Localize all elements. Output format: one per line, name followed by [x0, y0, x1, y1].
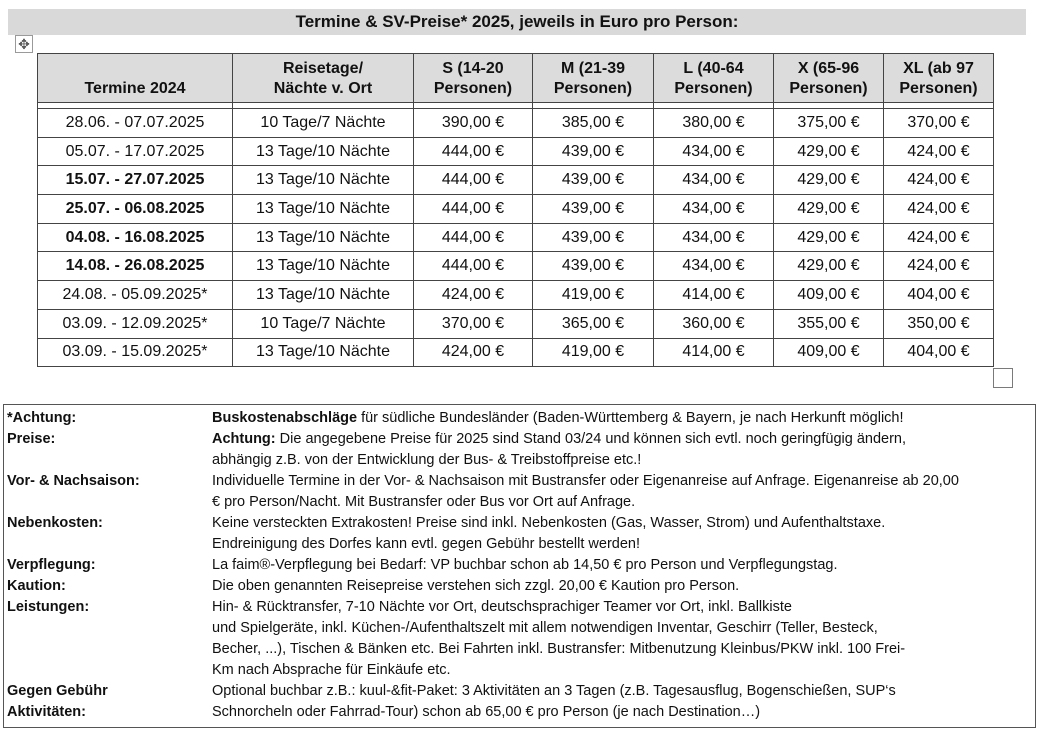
column-header-line: Personen) [789, 80, 868, 97]
price-cell: 360,00 € [654, 309, 774, 338]
date-cell: 04.08. - 16.08.2025 [38, 223, 233, 252]
column-header-line: Termine 2024 [84, 80, 186, 97]
note-label: Nebenkosten: [7, 515, 103, 531]
date-cell: 15.07. - 27.07.2025 [38, 166, 233, 195]
note-text [212, 641, 905, 657]
price-cell: 429,00 € [774, 166, 884, 195]
note-text [212, 599, 792, 615]
document-title: Termine & SV-Preise* 2025, jeweils in Euro pro Person: [8, 9, 1026, 35]
duration-cell: 13 Tage/10 Nächte [233, 338, 414, 367]
date-cell: 24.08. - 05.09.2025* [38, 281, 233, 310]
duration-cell: 10 Tage/7 Nächte [233, 109, 414, 138]
column-header [533, 54, 654, 103]
note-label: Vor- & Nachsaison: [7, 473, 140, 489]
note-text [212, 683, 896, 699]
note-text-content: Schnorcheln oder Fahrrad-Tour) schon ab 65,00 € pro Person (je nach Destination…) [212, 704, 761, 720]
table-row [38, 223, 994, 252]
price-cell: 424,00 € [884, 223, 994, 252]
column-header [884, 54, 994, 103]
date-cell: 05.07. - 17.07.2025 [38, 137, 233, 166]
note-text [212, 662, 451, 678]
note-emphasis: Achtung: [212, 431, 276, 447]
table-row [38, 109, 994, 138]
note-label: Gegen Gebühr [7, 683, 108, 699]
price-cell: 385,00 € [533, 109, 654, 138]
duration-cell: 13 Tage/10 Nächte [233, 195, 414, 224]
price-cell: 404,00 € [884, 338, 994, 367]
price-cell: 429,00 € [774, 252, 884, 281]
price-cell: 434,00 € [654, 195, 774, 224]
note-text [212, 578, 739, 594]
note-label: *Achtung: [7, 410, 77, 426]
note-text-content: Becher, ...), Tischen & Bänken etc. Bei Fahrten inkl. Bustransfer: Mitbenutzung Kleinbus/PKW inkl. 100 Frei- [212, 641, 906, 657]
price-cell: 444,00 € [414, 166, 533, 195]
column-header [654, 54, 774, 103]
column-header-line: L (40-64 [683, 60, 744, 77]
note-text [212, 452, 641, 468]
note-text-content: Die oben genannten Reisepreise verstehen sich zzgl. 20,00 € Kaution pro Person. [212, 578, 740, 594]
price-cell: 429,00 € [774, 223, 884, 252]
column-header-line: Personen) [433, 80, 513, 97]
note-text [212, 557, 837, 573]
column-header [414, 54, 533, 103]
table-row [38, 309, 994, 338]
table-header-row [38, 54, 994, 103]
notes-box [3, 404, 1036, 728]
note-text-content: La faim®-Verpflegung bei Bedarf: VP buchbar schon ab 14,50 € pro Person und Verpflegungstag. [212, 557, 838, 573]
note-label: Preise: [7, 431, 56, 447]
note-text-content: Individuelle Termine in der Vor- & Nachsaison mit Bustransfer oder Eigenanreise auf Anfrage. Eigenanreise ab 20,00 [212, 473, 959, 489]
price-cell: 439,00 € [533, 137, 654, 166]
price-cell: 434,00 € [654, 166, 774, 195]
note-label: Verpflegung: [7, 557, 96, 573]
price-cell: 434,00 € [654, 137, 774, 166]
column-header-line: Nächte v. Ort [273, 80, 373, 97]
price-cell: 424,00 € [884, 195, 994, 224]
price-cell: 350,00 € [884, 309, 994, 338]
price-table [37, 53, 994, 367]
column-header-line: XL (ab 97 [903, 60, 974, 77]
note-text [212, 410, 904, 426]
duration-cell: 10 Tage/7 Nächte [233, 309, 414, 338]
note-text-content: Keine versteckten Extrakosten! Preise sind inkl. Nebenkosten (Gas, Wasser, Strom) und Aufenthaltstaxe. [212, 515, 886, 531]
column-header-line: Personen) [899, 80, 978, 97]
note-emphasis: Buskostenabschläge [212, 410, 358, 426]
table-row [38, 166, 994, 195]
price-cell: 419,00 € [533, 338, 654, 367]
price-cell: 409,00 € [774, 281, 884, 310]
note-text-content: für südliche Bundesländer (Baden-Württemberg & Bayern, je nach Herkunft möglich! [357, 410, 904, 426]
price-cell: 409,00 € [774, 338, 884, 367]
table-row [38, 338, 994, 367]
price-cell: 370,00 € [414, 309, 533, 338]
price-cell: 355,00 € [774, 309, 884, 338]
column-header-line: Reisetage/ [282, 60, 364, 77]
column-header [38, 54, 233, 103]
duration-cell: 13 Tage/10 Nächte [233, 137, 414, 166]
price-cell: 439,00 € [533, 223, 654, 252]
price-cell: 424,00 € [884, 252, 994, 281]
date-cell: 03.09. - 12.09.2025* [38, 309, 233, 338]
date-cell: 28.06. - 07.07.2025 [38, 109, 233, 138]
note-text [212, 494, 635, 510]
price-cell: 444,00 € [414, 195, 533, 224]
price-cell: 380,00 € [654, 109, 774, 138]
price-cell: 429,00 € [774, 195, 884, 224]
note-text [212, 536, 640, 552]
price-cell: 434,00 € [654, 223, 774, 252]
duration-cell: 13 Tage/10 Nächte [233, 166, 414, 195]
date-cell: 14.08. - 26.08.2025 [38, 252, 233, 281]
note-text-content: € pro Person/Nacht. Mit Bustransfer oder Bus vor Ort auf Anfrage. [212, 494, 636, 510]
price-cell: 370,00 € [884, 109, 994, 138]
table-row [38, 195, 994, 224]
table-row [38, 281, 994, 310]
note-label: Kaution: [7, 578, 66, 594]
note-text [212, 431, 906, 447]
note-text-content: Endreinigung des Dorfes kann evtl. gegen Gebühr bestellt werden! [212, 536, 641, 552]
column-header [774, 54, 884, 103]
note-text [212, 473, 959, 489]
note-text-content: Optional buchbar z.B.: kuul-&fit-Paket: 3 Aktivitäten an 3 Tagen (z.B. Tagesausflug, Bogenschießen, SUP‘s [212, 683, 896, 699]
price-cell: 390,00 € [414, 109, 533, 138]
table-resize-handle[interactable] [993, 368, 1013, 388]
price-cell: 424,00 € [884, 166, 994, 195]
column-header-line: Personen) [674, 80, 753, 97]
price-cell: 375,00 € [774, 109, 884, 138]
duration-cell: 13 Tage/10 Nächte [233, 281, 414, 310]
price-cell: 424,00 € [884, 137, 994, 166]
column-header [233, 54, 414, 103]
note-text-content: abhängig z.B. von der Entwicklung der Bus- & Treibstoffpreise etc.! [212, 452, 642, 468]
price-cell: 414,00 € [654, 338, 774, 367]
date-cell: 03.09. - 15.09.2025* [38, 338, 233, 367]
table-move-icon[interactable]: ✥ [15, 35, 33, 53]
price-cell: 365,00 € [533, 309, 654, 338]
duration-cell: 13 Tage/10 Nächte [233, 223, 414, 252]
note-text [212, 515, 885, 531]
price-cell: 439,00 € [533, 195, 654, 224]
column-header-line: Personen) [553, 80, 633, 97]
column-header-line: M (21-39 [560, 60, 626, 77]
note-label: Leistungen: [7, 599, 90, 615]
price-cell: 444,00 € [414, 223, 533, 252]
note-label: Aktivitäten: [7, 704, 86, 720]
column-header-line: S (14-20 [442, 60, 504, 77]
price-cell: 414,00 € [654, 281, 774, 310]
price-cell: 419,00 € [533, 281, 654, 310]
price-cell: 444,00 € [414, 252, 533, 281]
note-text [212, 704, 760, 720]
note-text-content: Km nach Absprache für Einkäufe etc. [212, 662, 451, 678]
note-text [212, 620, 878, 636]
price-cell: 439,00 € [533, 252, 654, 281]
note-text-content: Hin- & Rücktransfer, 7-10 Nächte vor Ort, deutschsprachiger Teamer vor Ort, inkl. Ballkiste [212, 599, 792, 615]
price-cell: 444,00 € [414, 137, 533, 166]
price-cell: 404,00 € [884, 281, 994, 310]
price-cell: 434,00 € [654, 252, 774, 281]
duration-cell: 13 Tage/10 Nächte [233, 252, 414, 281]
table-row [38, 252, 994, 281]
note-text-content: Die angegebene Preise für 2025 sind Stand 03/24 und können sich evtl. noch geringfügig ändern, [275, 431, 907, 447]
price-cell: 424,00 € [414, 338, 533, 367]
price-cell: 429,00 € [774, 137, 884, 166]
column-header-line: X (65-96 [797, 60, 860, 77]
note-text-content: und Spielgeräte, inkl. Küchen-/Aufenthaltszelt mit allem notwendigen Inventar, Geschirr (Teller, Besteck, [212, 620, 878, 636]
price-cell: 424,00 € [414, 281, 533, 310]
table-row [38, 137, 994, 166]
date-cell: 25.07. - 06.08.2025 [38, 195, 233, 224]
price-cell: 439,00 € [533, 166, 654, 195]
